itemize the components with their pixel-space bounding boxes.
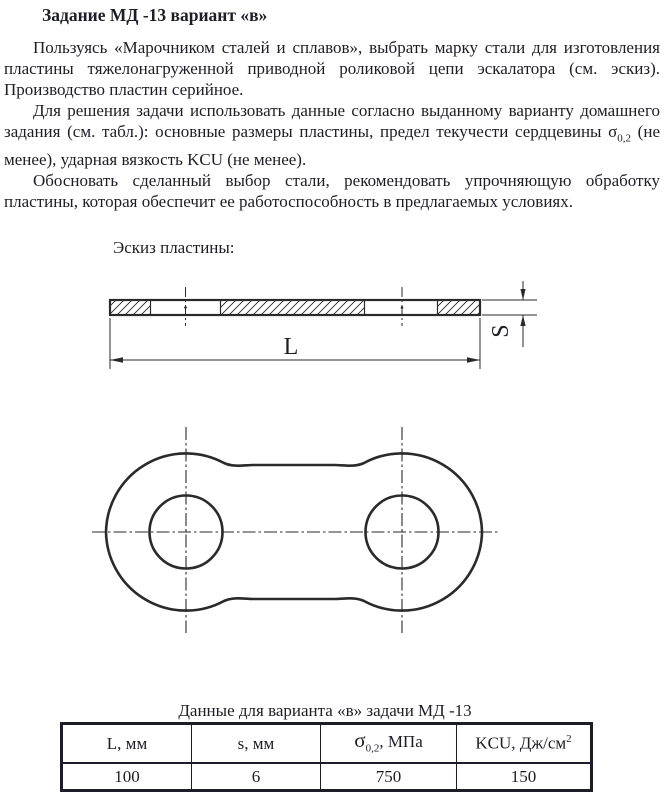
hatch-right — [438, 301, 479, 314]
header-L: L, мм — [62, 724, 192, 764]
dimension-S-extension-lines — [482, 300, 537, 315]
kcu-text: KCU, Дж/см — [475, 733, 567, 753]
header-sigma — [321, 724, 457, 764]
dimension-L-arrow-left — [110, 357, 123, 363]
value-sigma: 750 — [321, 763, 457, 791]
dimension-S-arrow-top — [520, 289, 525, 300]
paragraph-task: Пользуясь «Марочником сталей и сплавов», выбрать марку стали для изготовления пластины тяжелонагруженной приводной роликовой цепи эскалатора (см. эскиз). Производство пластин серийное. — [4, 38, 660, 99]
paragraph-data — [4, 100, 660, 170]
kcu-sup: 2 — [566, 733, 572, 746]
header-kcu — [457, 724, 592, 764]
dimension-S-label: S — [488, 324, 514, 338]
table-caption: Данные для варианта «в» задачи МД -13 — [178, 701, 472, 720]
paragraph-justify: Обосновать сделанный выбор стали, рекомендовать упрочняющую обработку пластины, которая обеспечит ее работоспособность в предлагаемых условиях. — [4, 171, 660, 212]
table-value-row — [62, 763, 592, 791]
sketch-label: Эскиз пластины: — [113, 238, 235, 257]
dimension-S-arrow-bottom — [520, 315, 525, 326]
plan-view — [92, 427, 500, 633]
value-L: 100 — [62, 763, 192, 791]
sigma-units: , МПа — [379, 732, 423, 752]
paragraph-data-text: Для решения задачи использовать данные согласно выданному варианту домашнего задания (см. табл.): основные размеры пластины, предел текучести сердцевины σ — [4, 101, 660, 141]
sigma-subscript: 0,2 — [617, 132, 632, 145]
sigma-sub: 0,2 — [365, 742, 380, 755]
center-dot-left — [184, 306, 187, 309]
dimension-L-arrow-right — [467, 357, 480, 363]
header-s: s, мм — [192, 724, 321, 764]
plate-sketch-drawing — [0, 258, 666, 673]
center-dot-right — [401, 306, 404, 309]
value-s: 6 — [192, 763, 321, 791]
assignment-title: Задание МД -13 вариант «в» — [42, 5, 268, 25]
sigma-symbol: σ — [354, 728, 366, 753]
hatch-left — [111, 301, 150, 314]
variant-data-table — [60, 722, 593, 792]
hatch-middle — [221, 301, 364, 314]
dimension-L-label: L — [283, 334, 299, 360]
table-header-row — [62, 724, 592, 764]
assignment-body — [4, 37, 660, 212]
cross-section-view — [110, 281, 537, 369]
paragraph-data-text-end: (не менее), ударная вязкость KCU (не менее). — [4, 122, 660, 170]
value-kcu: 150 — [457, 763, 592, 791]
